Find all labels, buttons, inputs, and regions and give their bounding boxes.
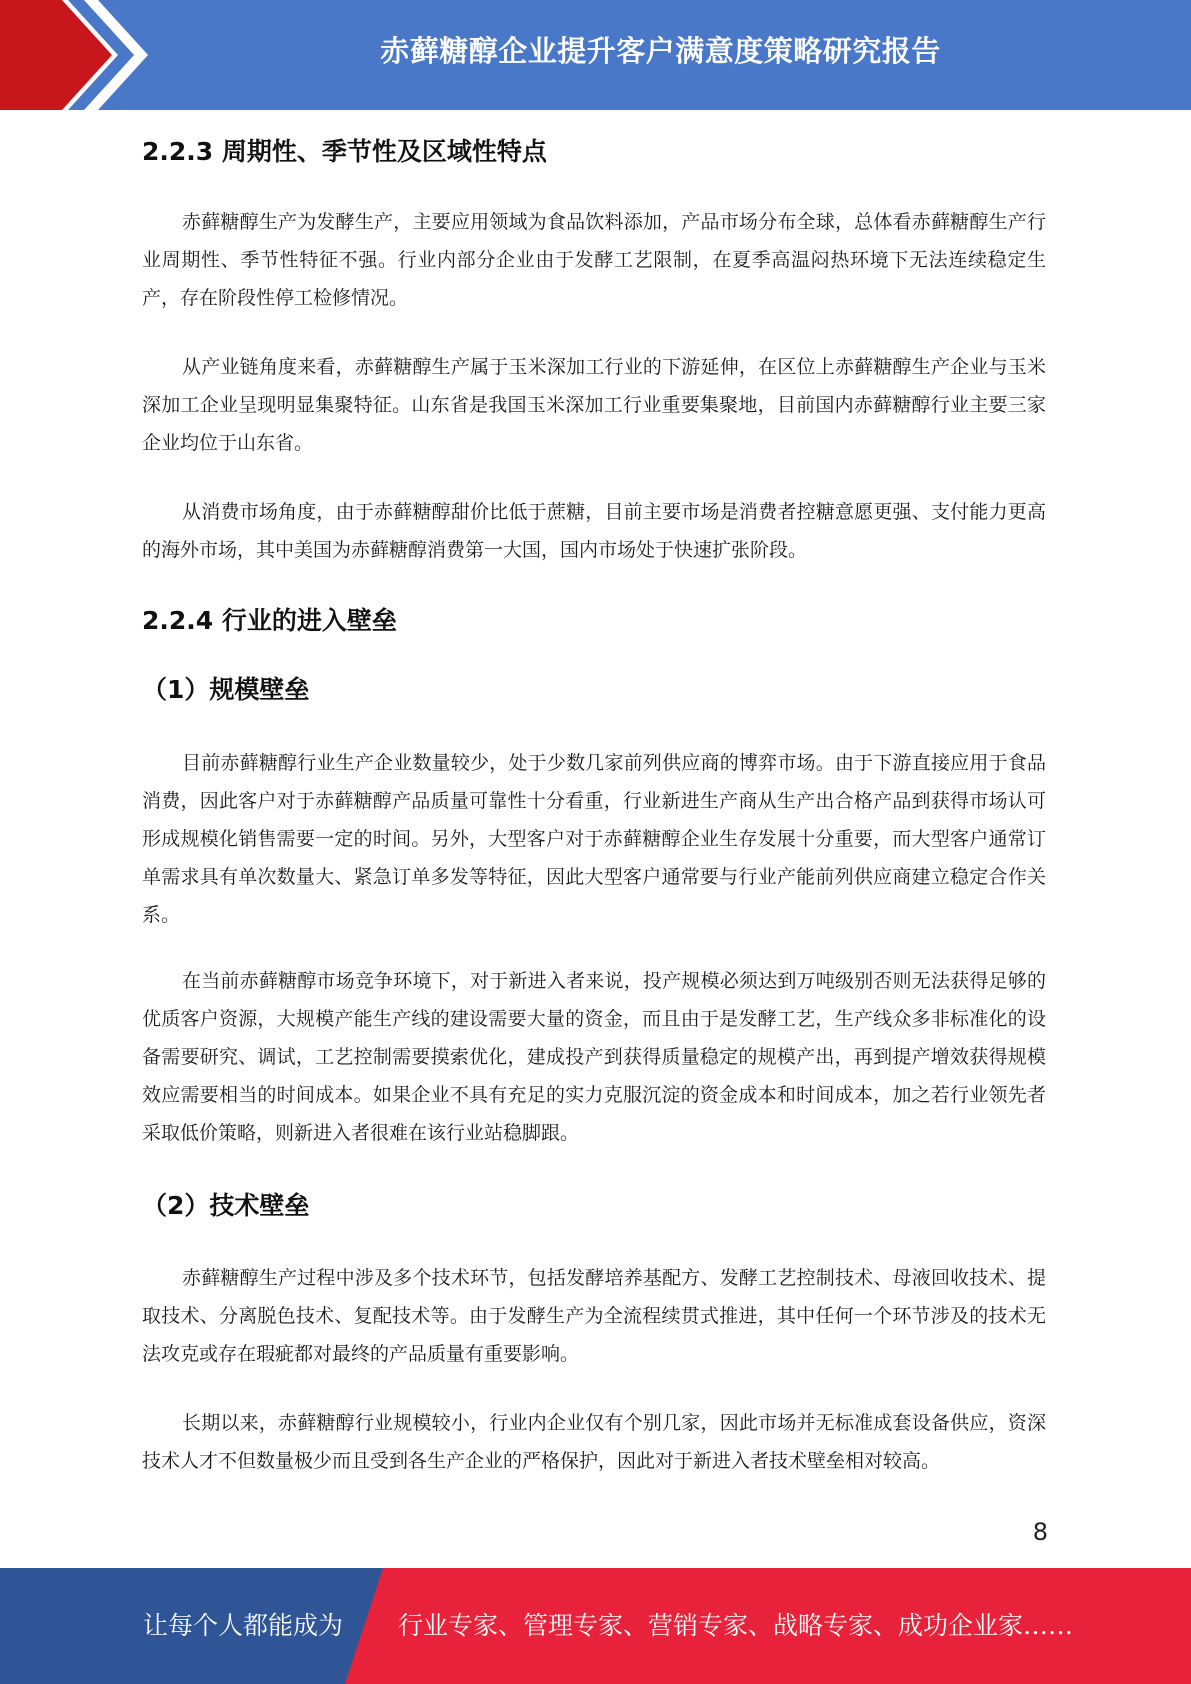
- section-heading-2-2-3: 2.2.3 周期性、季节性及区域性特点: [142, 137, 547, 166]
- paragraph: 目前赤藓糖醇行业生产企业数量较少，处于少数几家前列供应商的博弈市场。由于下游直接应用于食品消费，因此客户对于赤藓糖醇产品质量可靠性十分看重，行业新进生产商从生产出合格产品到获得市场认可形成规模化销售需要一定的时间。另外，大型客户对于赤藓糖醇企业生存发展十分重要，而大型客户通常订单需求具有单次数量大、紧急订单多发等特征，因此大型客户通常要与行业产能前列供应商建立稳定合作关系。: [142, 752, 1046, 926]
- subsection-heading-scale-barrier: （1）规模壁垒: [142, 675, 310, 704]
- page-header: [0, 0, 1191, 110]
- subsection-heading-tech-barrier: （2）技术壁垒: [142, 1191, 310, 1220]
- page-footer: [0, 1568, 1191, 1684]
- footer-slogan-left: 让每个人都能成为: [143, 1611, 344, 1640]
- paragraph: 长期以来，赤藓糖醇行业规模较小，行业内企业仅有个别几家，因此市场并无标准成套设备供应，资深技术人才不但数量极少而且受到各生产企业的严格保护，因此对于新进入者技术壁垒相对较高。: [142, 1412, 1046, 1472]
- paragraph: 赤藓糖醇生产过程中涉及多个技术环节，包括发酵培养基配方、发酵工艺控制技术、母液回收技术、提取技术、分离脱色技术、复配技术等。由于发酵生产为全流程续贯式推进，其中任何一个环节涉及的技术无法攻克或存在瑕疵都对最终的产品质量有重要影响。: [142, 1267, 1046, 1365]
- page-number: 8: [1032, 1518, 1048, 1546]
- footer-slogan-right: 行业专家、管理专家、营销专家、战略专家、成功企业家……: [398, 1611, 1074, 1640]
- section-heading-2-2-4: 2.2.4 行业的进入壁垒: [142, 606, 397, 635]
- paragraph: 从消费市场角度，由于赤藓糖醇甜价比低于蔗糖，目前主要市场是消费者控糖意愿更强、支付能力更高的海外市场，其中美国为赤藓糖醇消费第一大国，国内市场处于快速扩张阶段。: [142, 501, 1046, 561]
- paragraph: 从产业链角度来看，赤藓糖醇生产属于玉米深加工行业的下游延伸，在区位上赤藓糖醇生产企业与玉米深加工企业呈现明显集聚特征。山东省是我国玉米深加工行业重要集聚地，目前国内赤藓糖醇行业主要三家企业均位于山东省。: [142, 356, 1046, 454]
- report-title: 赤藓糖醇企业提升客户满意度策略研究报告: [380, 34, 941, 68]
- paragraph: 赤藓糖醇生产为发酵生产，主要应用领域为食品饮料添加，产品市场分布全球，总体看赤藓糖醇生产行业周期性、季节性特征不强。行业内部分企业由于发酵工艺限制，在夏季高温闷热环境下无法连续稳定生产，存在阶段性停工检修情况。: [142, 211, 1046, 309]
- paragraph: 在当前赤藓糖醇市场竞争环境下，对于新进入者来说，投产规模必须达到万吨级别否则无法获得足够的优质客户资源，大规模产能生产线的建设需要大量的资金，而且由于是发酵工艺，生产线众多非标准化的设备需要研究、调试，工艺控制需要摸索优化，建成投产到获得质量稳定的规模产出，再到提产增效获得规模效应需要相当的时间成本。如果企业不具有充足的实力克服沉淀的资金成本和时间成本，加之若行业领先者采取低价策略，则新进入者很难在该行业站稳脚跟。: [142, 970, 1046, 1144]
